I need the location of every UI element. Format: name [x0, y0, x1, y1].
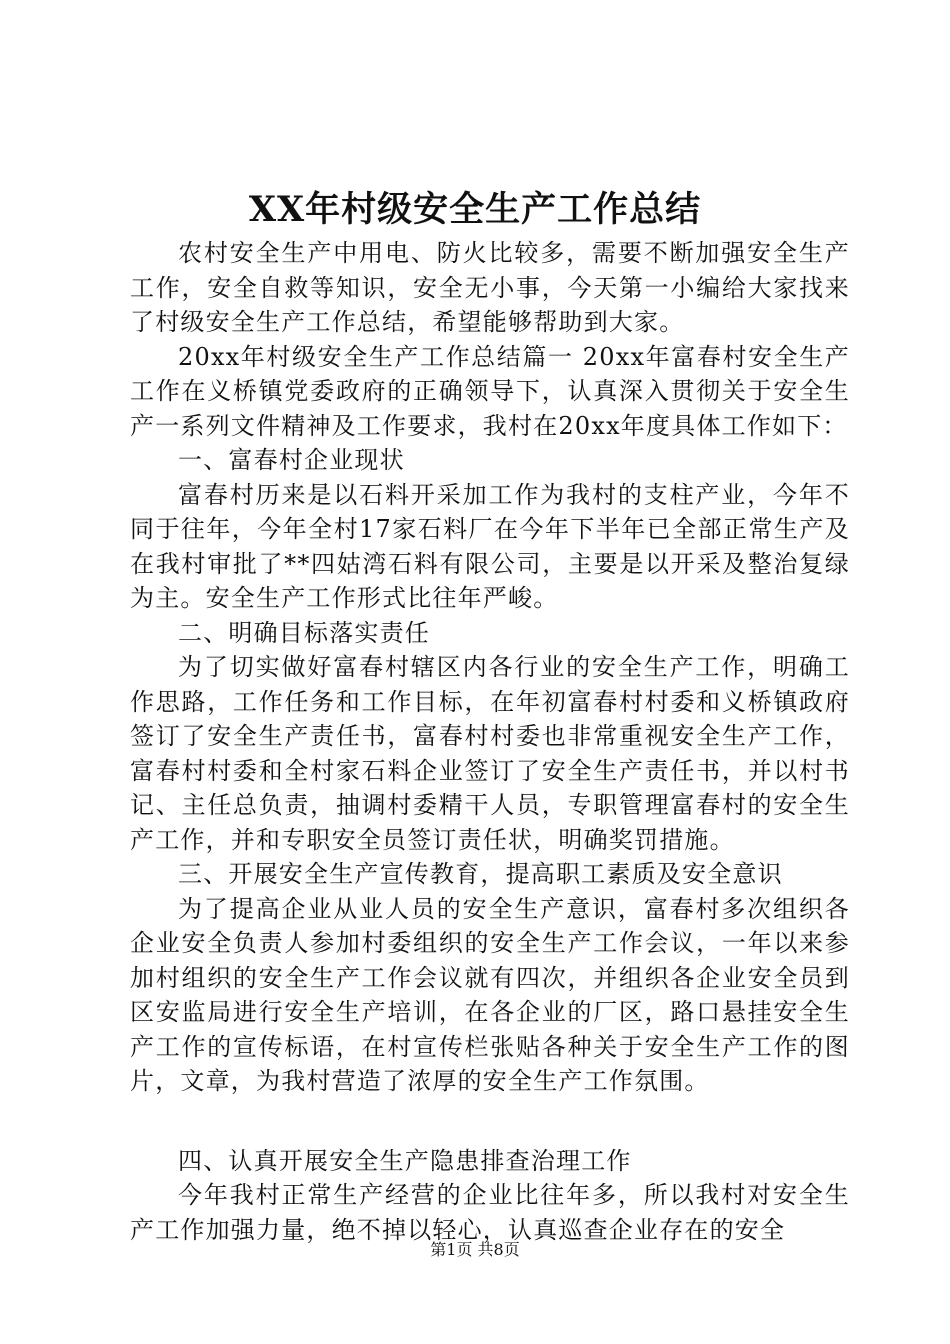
section-heading-2: 二、明确目标落实责任	[178, 618, 430, 647]
section-heading-3: 三、开展安全生产宣传教育，提高职工素质及安全意识	[178, 860, 783, 888]
section-paragraph-3: 为了提高企业从业人员的安全生产意识，富春村多次组织各企业安全负责人参加村委组织的安全生产工作会议，一年以来参加村组织的安全生产工作会议就有四次，并组织各企业安全员到区安监局进行安全生产培训，在各企业的厂区，路口悬挂安全生产工作的宣传标语，在村宣传栏张贴各种关于安全生产工作的图片，文章，为我村营造了浓厚的安全生产工作氛围。	[130, 894, 850, 1095]
overview-paragraph: 20xx年村级安全生产工作总结篇一 20xx年富春村安全生产工作在义桥镇党委政府的正确领导下，认真深入贯彻关于安全生产一系列文件精神及工作要求，我村在20xx年度具体工作如下：	[130, 342, 850, 440]
intro-paragraph: 农村安全生产中用电、防火比较多，需要不断加强安全生产工作，安全自救等知识，安全无小事，今天第一小编给大家找来了村级安全生产工作总结，希望能够帮助到大家。	[130, 239, 850, 336]
section-paragraph-1: 富春村历来是以石料开采加工作为我村的支柱产业，今年不同于往年，今年全村17家石料厂在今年下半年已全部正常生产及在我村审批了**四姑湾石料有限公司，主要是以开采及整治复绿为主。安全生产工作形式比往年严峻。	[130, 480, 850, 612]
section-paragraph-4: 今年我村正常生产经营的企业比往年多，所以我村对安全生产工作加强力量，绝不掉以轻心，认真巡查企业存在的安全	[130, 1181, 850, 1244]
section-heading-4: 四、认真开展安全生产隐患排查治理工作	[178, 1146, 632, 1175]
paragraph-spacer	[130, 1099, 850, 1144]
section-paragraph-2: 为了切实做好富春村辖区内各行业的安全生产工作，明确工作思路，工作任务和工作目标，在年初富春村村委和义桥镇政府签订了安全生产责任书，富春村村委也非常重视安全生产工作，富春村村委和全村家石料企业签订了安全生产责任书，并以村书记、主任总负责，抽调村委精干人员，专职管理富春村的安全生产工作，并和专职安全员签订责任状，明确奖罚措施。	[130, 653, 850, 854]
section-heading-1: 一、富春村企业现状	[178, 446, 405, 474]
page-footer: 第1页 共8页	[430, 1240, 520, 1259]
document-title: XX年村级安全生产工作总结	[248, 189, 702, 230]
document-body	[130, 236, 850, 1247]
